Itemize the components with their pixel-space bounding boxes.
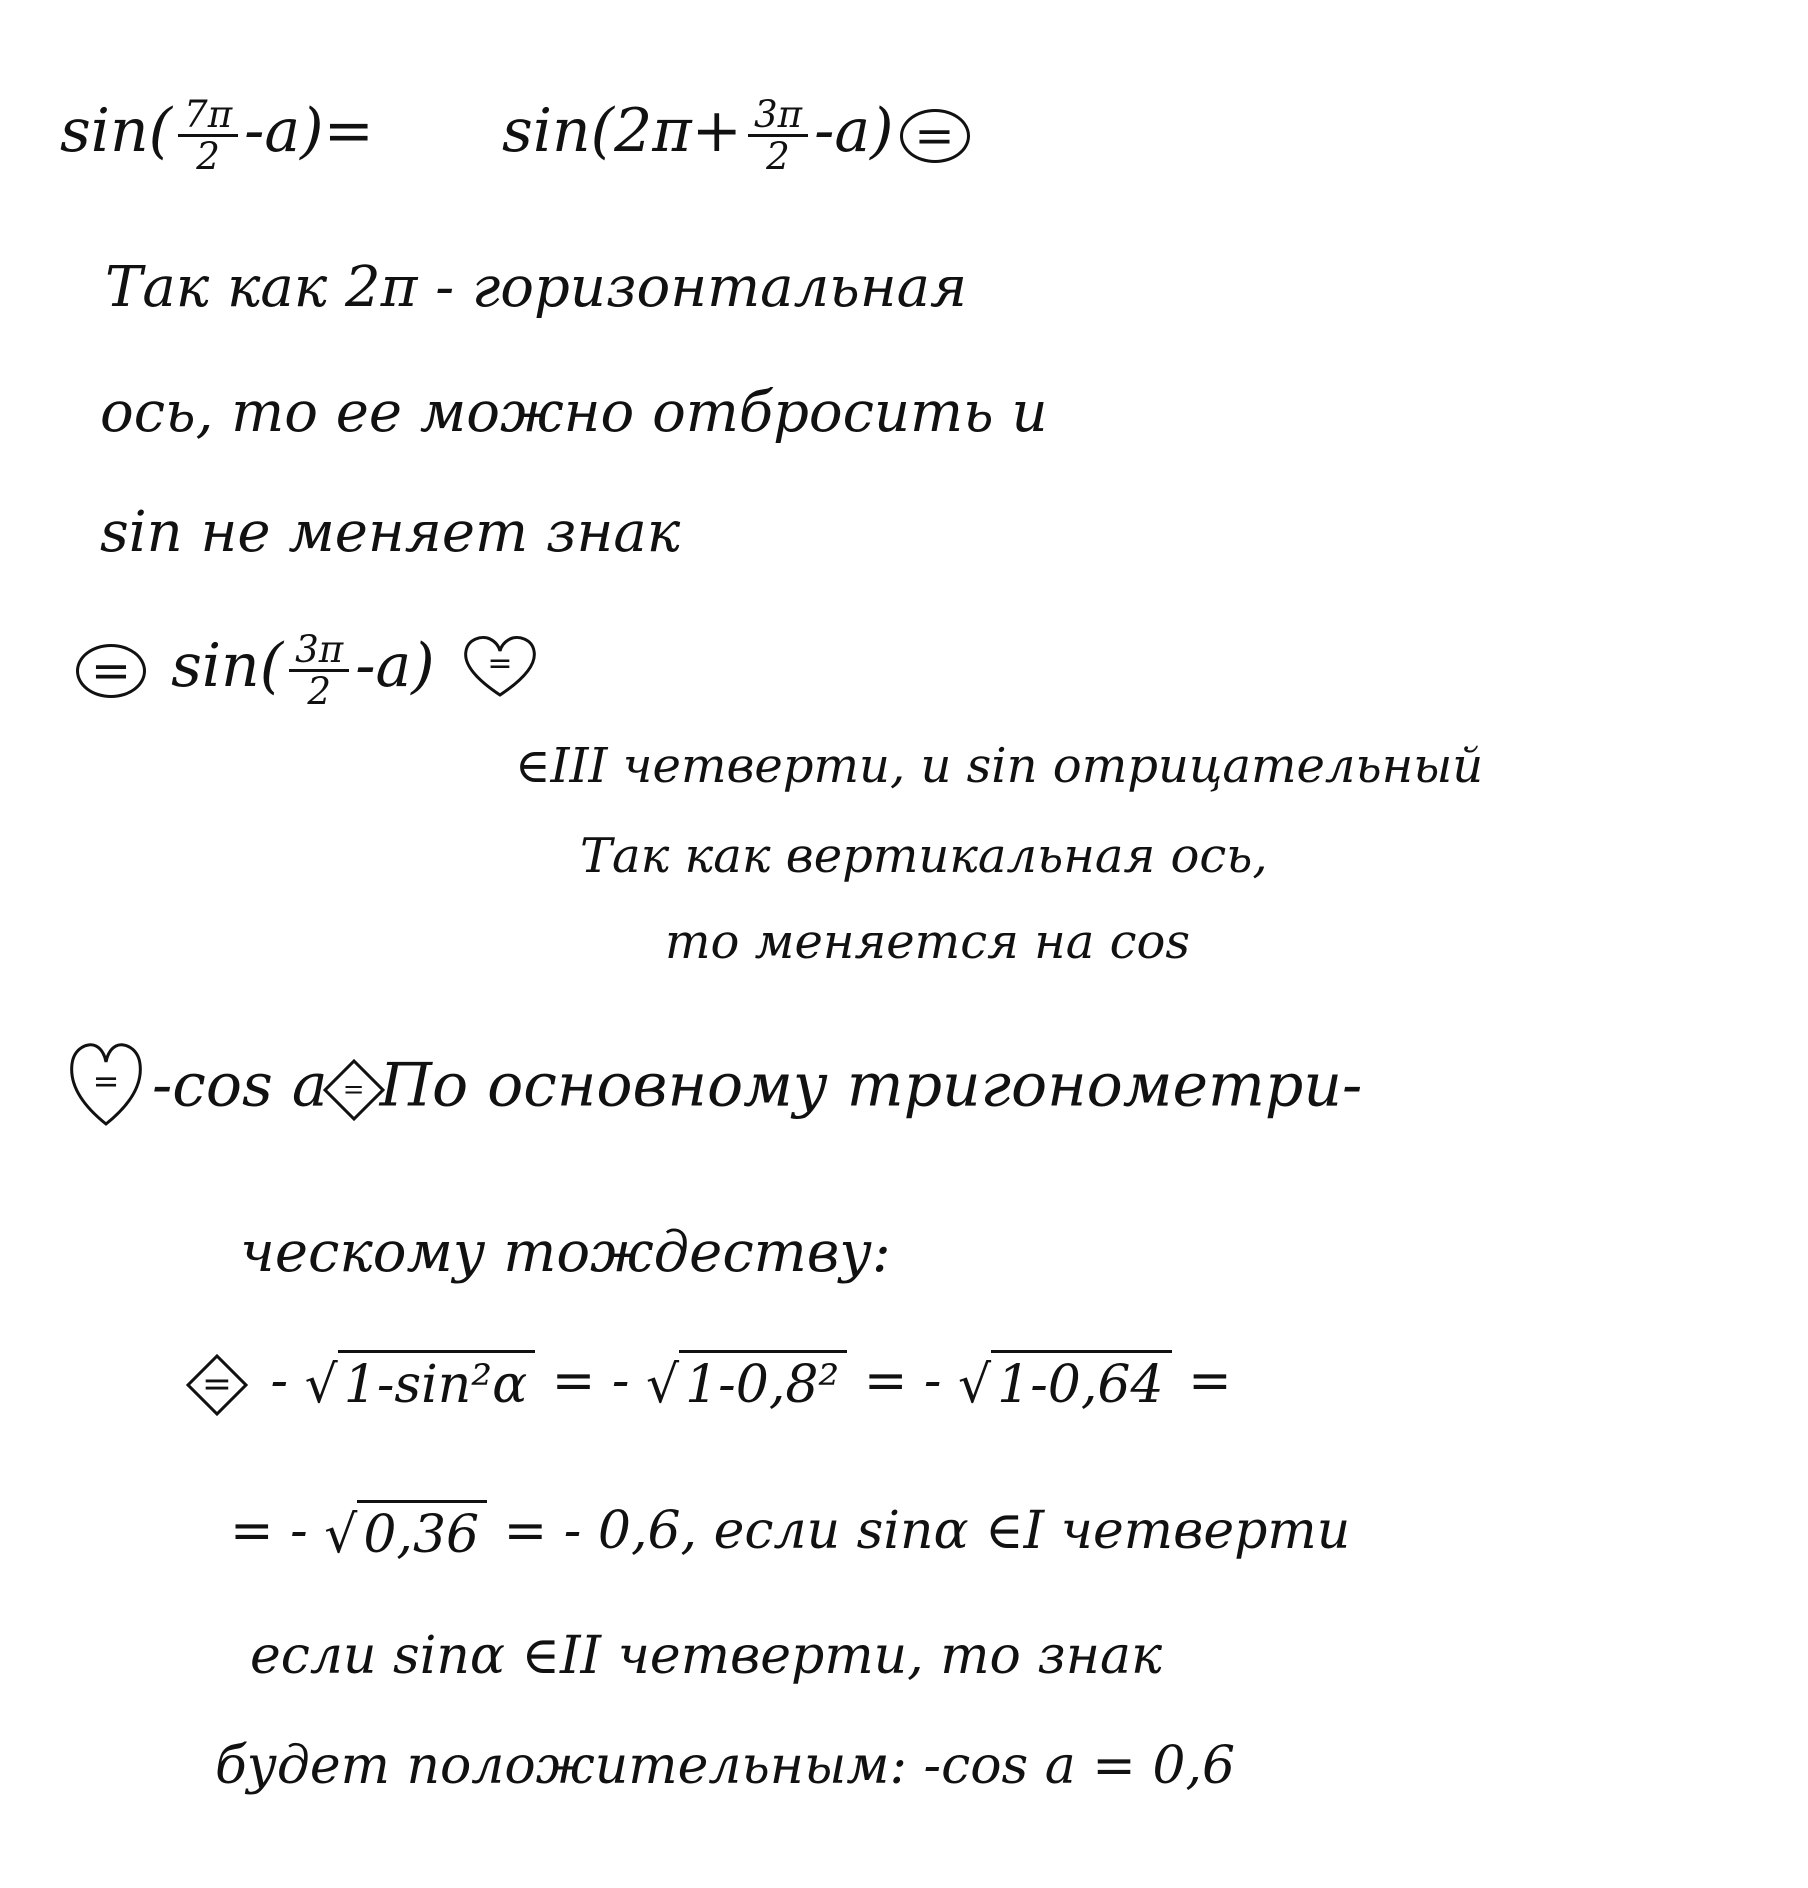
equation-line-1: [60, 92, 976, 179]
heart-marker-text: =: [487, 645, 513, 681]
rhs-numerator: 3π: [748, 95, 808, 137]
sqrt-3-radicand: 1-0,64: [991, 1350, 1171, 1415]
lhs-numerator: 7π: [178, 95, 238, 137]
text-line-10: ческому тождеству:: [240, 1220, 891, 1285]
text-line-6: ∈III четверти, и sin отрицательный: [515, 738, 1484, 794]
lhs-func: sin(: [60, 96, 173, 167]
sin-func: sin(: [171, 631, 284, 702]
minus-sign: -: [270, 1351, 289, 1411]
equals-3: =: [1188, 1351, 1232, 1411]
text-line-13: если sinα ∈II четверти, то знак: [250, 1626, 1163, 1686]
tail: -a): [355, 631, 435, 702]
circled-equals-marker: =: [76, 644, 146, 698]
rhs-tail: -a): [814, 96, 894, 167]
text-line-7: Так как вертикальная ось,: [580, 828, 1268, 884]
denominator: 2: [307, 669, 331, 714]
equals-2: = -: [863, 1351, 942, 1411]
equation-line-5: [70, 627, 546, 714]
sqrt-1-radicand: 1-sin²α: [338, 1350, 535, 1415]
heart-equals-icon: [66, 1040, 146, 1140]
text-line-4: sin не меняет знак: [100, 500, 681, 565]
text-line-14: будет положительным: -cos a = 0,6: [215, 1736, 1236, 1796]
circled-equals-marker: =: [900, 109, 970, 163]
lhs-denominator: 2: [196, 134, 220, 179]
lhs-tail: -a)=: [244, 96, 374, 167]
neg-cos-expression: -cos a: [152, 1050, 328, 1121]
sqrt-4: √ 0,36: [324, 1509, 487, 1561]
sqrt-4-radicand: 0,36: [357, 1500, 487, 1565]
lhs-fraction: [178, 92, 238, 179]
diamond-equals-icon: =: [334, 1070, 374, 1110]
diamond-equals-icon: =: [190, 1358, 244, 1412]
equals-1: = -: [551, 1351, 630, 1411]
text-line-3: ось, то ее можно отбросить и: [100, 380, 1048, 445]
rhs-func: sin(2π+: [502, 96, 742, 167]
rhs-denominator: 2: [766, 134, 790, 179]
heart-equals-icon: [460, 633, 540, 709]
sqrt-2-radicand: 1-0,8²: [679, 1350, 847, 1415]
numerator: 3π: [289, 630, 349, 672]
text-line-8: то меняется на cos: [665, 914, 1191, 970]
svg-text:=: =: [92, 1062, 120, 1100]
result-text: = - 0,6, если sinα ∈I четверти: [503, 1501, 1351, 1561]
text-line-2: Так как 2π - горизонтальная: [105, 255, 968, 320]
sqrt-2: √ 1-0,8²: [646, 1359, 847, 1411]
fraction: [289, 627, 349, 714]
sqrt-1: √ 1-sin²α: [305, 1359, 536, 1411]
identity-text: По основному тригонометри-: [379, 1050, 1363, 1121]
rhs-fraction: [748, 92, 808, 179]
equation-line-12: [230, 1501, 1351, 1565]
equation-line-11: [180, 1351, 1232, 1415]
sqrt-3: √ 1-0,64: [958, 1359, 1172, 1411]
prefix: = -: [230, 1501, 308, 1561]
equation-line-9: [60, 1040, 1362, 1140]
